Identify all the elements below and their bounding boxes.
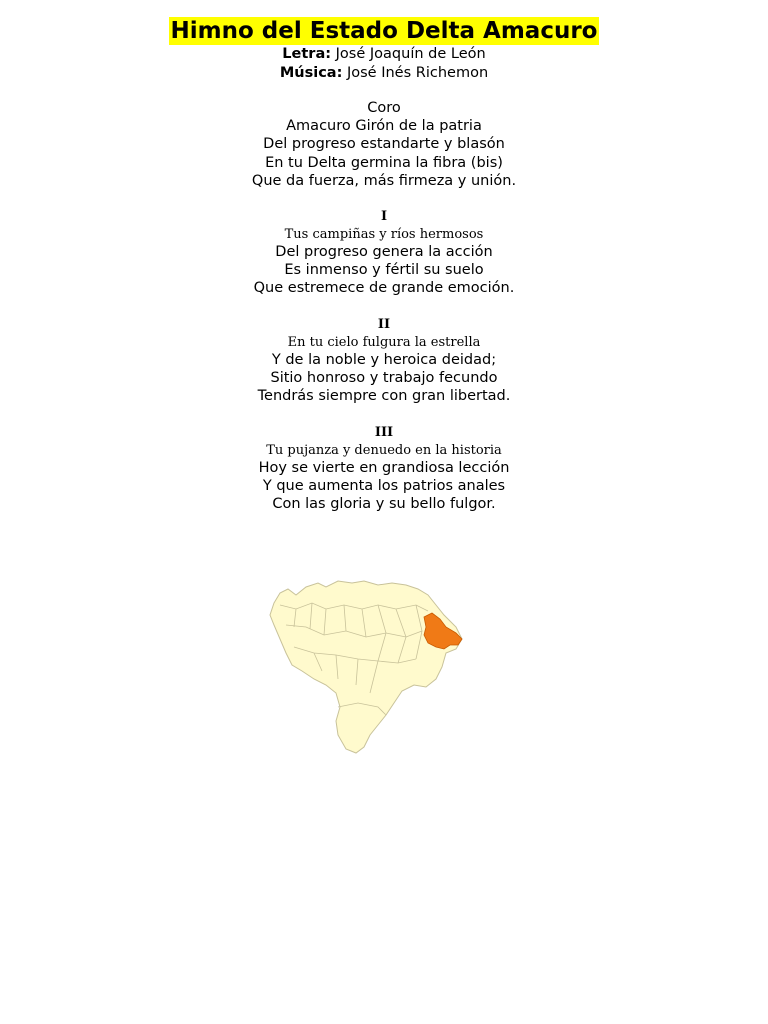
verse-line: Que estremece de grande emoción. (253, 280, 515, 297)
verse-line: Tendrás siempre con gran libertad. (257, 388, 511, 405)
verse-block-3 (0, 423, 768, 514)
page-title: Himno del Estado Delta Amacuro (170, 18, 598, 44)
verse-numeral: I (380, 209, 388, 224)
verse-line: Sitio honroso y trabajo fecundo (270, 370, 498, 387)
verse-line: Con las gloria y su bello fulgor. (272, 496, 496, 513)
chorus-heading: Coro (367, 100, 401, 116)
chorus-line: Que da fuerza, más firmeza y unión. (251, 172, 517, 189)
verse-first-line: Tus campiñas y ríos hermosos (284, 227, 484, 242)
lyrics-credit (0, 45, 768, 64)
verse-numeral: II (377, 317, 391, 332)
chorus-block (0, 99, 768, 190)
chorus-line: En tu Delta germina la fibra (bis) (265, 154, 503, 171)
verse-first-line: Tu pujanza y denuedo en la historia (266, 443, 502, 458)
verse-line: Es inmenso y fértil su suelo (284, 262, 484, 279)
chorus-line: Del progreso estandarte y blasón (263, 136, 505, 153)
lyrics-label: Letra: (282, 46, 332, 62)
verse-line: Del progreso genera la acción (275, 244, 493, 260)
music-label: Música: (279, 64, 343, 81)
country-outline (270, 581, 462, 753)
chorus-line: Amacuro Girón de la patria (286, 118, 482, 135)
music-credit (0, 64, 768, 83)
lyrics-author: José Joaquín de León (335, 46, 486, 62)
verse-numeral: III (374, 425, 394, 440)
verse-first-line: En tu cielo fulgura la estrella (287, 335, 481, 350)
music-author: José Inés Richemon (346, 64, 489, 81)
venezuela-map-image (266, 575, 466, 757)
verse-line: Hoy se vierte en grandiosa lección (258, 460, 510, 476)
verse-line: Y de la noble y heroica deidad; (271, 352, 497, 368)
verse-line: Y que aumenta los patrios anales (262, 478, 506, 495)
title-container (0, 17, 768, 45)
verse-block-2 (0, 315, 768, 406)
credits (0, 45, 768, 82)
verse-block-1 (0, 207, 768, 298)
